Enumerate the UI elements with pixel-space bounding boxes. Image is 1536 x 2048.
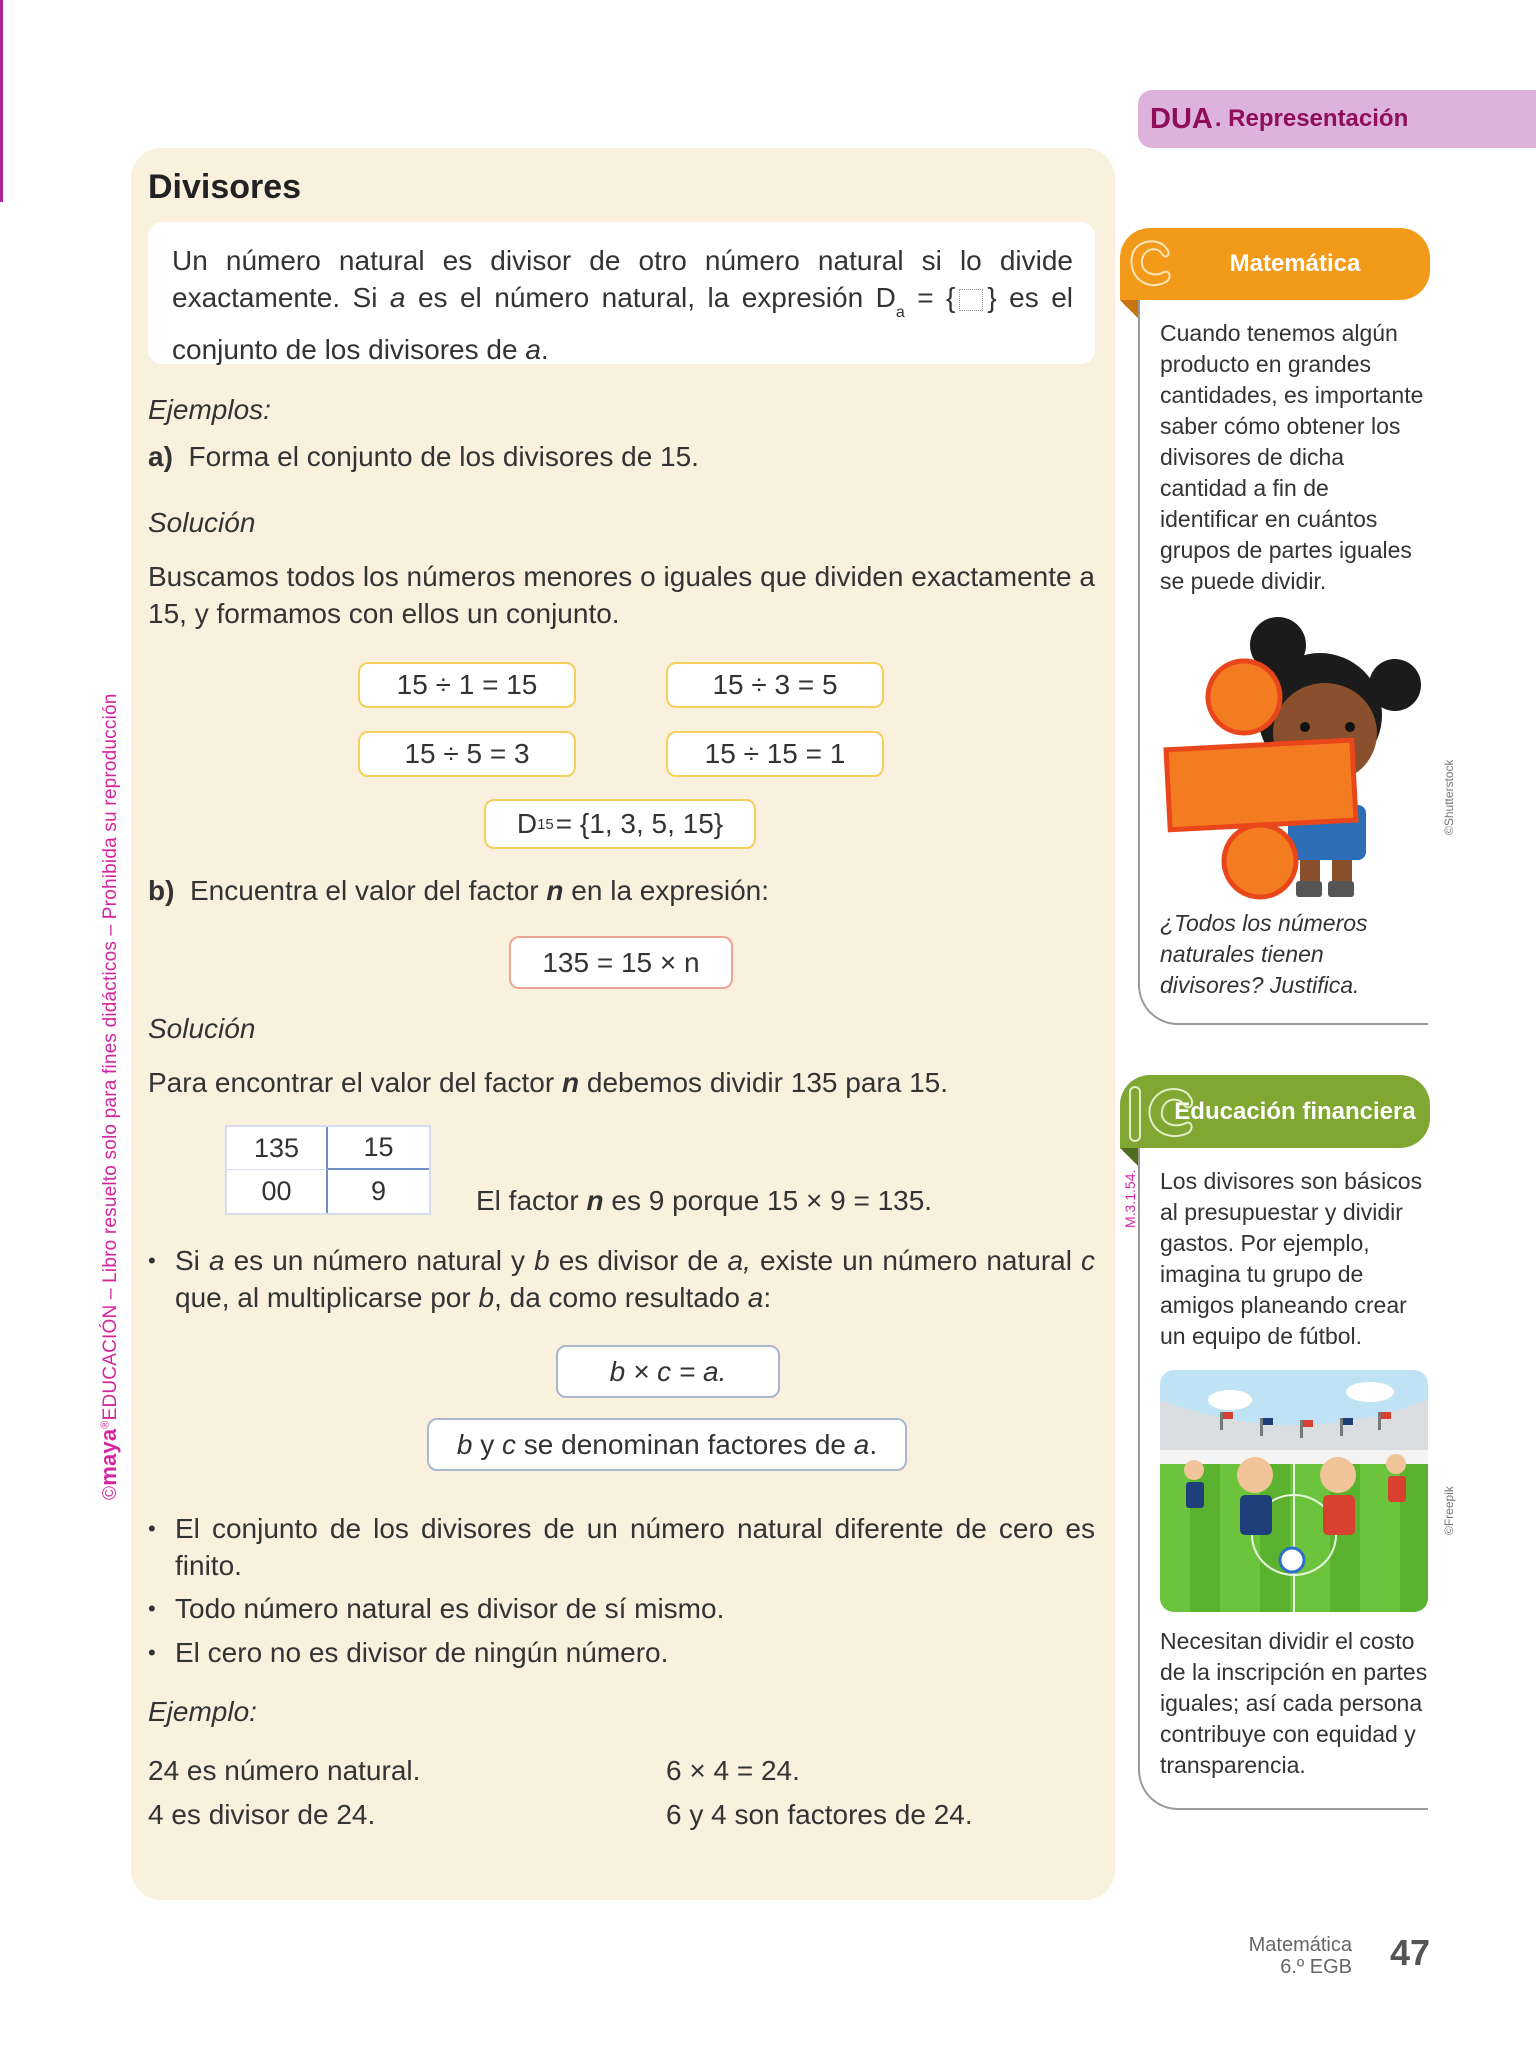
dividend-cell: 135 [227, 1127, 328, 1170]
bullet-text: que, al multiplicarse por [175, 1282, 479, 1313]
quotient-cell: 9 [370, 1176, 387, 1206]
girl-division-sign-illustration [1160, 615, 1430, 900]
finance-card-text: Los divisores son básicos al presupuestar y dividir gastos. Por ejemplo, imagina tu grupo de amigos planeando crear un equipo de fútbol. [1160, 1168, 1423, 1349]
factor-result-text: es 9 porque 15 × 9 = 135. [603, 1185, 933, 1216]
variable-b: b [478, 1282, 495, 1313]
variable-b: b [456, 1428, 473, 1460]
factor-result [476, 1182, 932, 1219]
banner-fold [1120, 1148, 1138, 1166]
bullet-text: es un número natural y [224, 1245, 535, 1276]
example-a [148, 438, 699, 475]
property-item: • El conjunto de los divisores de un número natural diferente de cero es finito. [148, 1510, 1095, 1584]
subscript-a: a [895, 304, 905, 321]
finance-card-text-2: Necesitan dividir el costo de la inscripción en partes iguales; así cada persona contribuye con equidad y transparencia. [1160, 1628, 1428, 1778]
example-row-right: 6 y 4 son factores de 24. [666, 1799, 973, 1830]
factors-text: . [869, 1428, 878, 1460]
example-row-right: 6 × 4 = 24. [666, 1755, 800, 1786]
copyright-notice [96, 693, 122, 1500]
division-box: 15 ÷ 15 = 1 [666, 731, 884, 777]
soccer-kids-illustration [1160, 1370, 1428, 1612]
variable-a: a [853, 1428, 870, 1460]
set-subscript: 15 [537, 815, 554, 833]
divisor-cell: 15 [328, 1127, 429, 1170]
variable-a: a [208, 1245, 225, 1276]
finance-card-banner [1120, 1075, 1430, 1148]
solution-a-text: Buscamos todos los números menores o iguales que dividen exactamente a 15, y formamos con ellos un conjunto. [148, 561, 1095, 629]
definition-text: es el número natural, la expresión D [405, 282, 896, 313]
remainder-cell: 00 [227, 1170, 328, 1213]
variable-n: n [561, 1067, 580, 1098]
example-b-text: Encuentra el valor del factor [190, 875, 547, 906]
solution-heading: Solución [148, 1013, 256, 1044]
copyright-symbol: © [100, 1485, 121, 1500]
bullet-text: es divisor de [549, 1245, 728, 1276]
division-table [225, 1125, 431, 1215]
ic-letters-icon [1126, 1081, 1206, 1145]
examples-heading: Ejemplos: [148, 394, 271, 425]
definition-text: } es el conjunto de los divisores de [172, 282, 1073, 365]
image-credit: ©Shutterstock [1442, 759, 1456, 835]
property-item: • El cero no es divisor de ningún número. [148, 1634, 1095, 1671]
definition-text: Un número natural es divisor de otro número natural si lo divide exactamente. Si [172, 245, 1073, 313]
c-letter-icon [1126, 234, 1176, 294]
example-row-left: 24 es número natural. [148, 1755, 421, 1786]
division-box: 15 ÷ 5 = 3 [358, 731, 576, 777]
variable-c: c [502, 1428, 516, 1460]
math-card-question: ¿Todos los números naturales tienen divisores? Justifica. [1160, 910, 1368, 998]
definition-box [148, 222, 1095, 364]
lesson-panel [131, 148, 1115, 1900]
registered-mark: ® [99, 1420, 112, 1429]
footer-subject-name: Matemática [1248, 1934, 1352, 1956]
example-a-label: a) [148, 441, 173, 472]
example-row-left: 4 es divisor de 24. [148, 1799, 376, 1830]
factor-result-text: El factor [476, 1185, 587, 1216]
page-number: 47 [1390, 1932, 1431, 1973]
dua-header [1138, 90, 1536, 148]
variable-a: a [747, 1282, 764, 1313]
math-card-text: Cuando tenemos algún producto en grandes cantidades, es importante saber cómo obtener los divisores de dicha cantidad a fin de identificar en cuántos grupos de partes iguales se puede dividir. [1160, 320, 1424, 594]
factors-definition-box [427, 1418, 907, 1471]
bullet-text: : [763, 1282, 772, 1313]
factors-text: se denominan factores de [516, 1428, 854, 1460]
example-b-label: b) [148, 875, 175, 906]
bullet-factor-definition [148, 1242, 1095, 1316]
example-b-text: en la expresión: [563, 875, 769, 906]
banner-fold [1120, 300, 1138, 318]
definition-text: . [540, 334, 549, 365]
variable-n: n [546, 875, 564, 906]
solution-b-part: debemos dividir 135 para 15. [579, 1067, 948, 1098]
set-value: = {1, 3, 5, 15} [555, 808, 724, 839]
footer-subject [1249, 1934, 1352, 1978]
division-box: 15 ÷ 1 = 15 [358, 662, 576, 708]
division-box: 15 ÷ 3 = 5 [666, 662, 884, 708]
placeholder-box-icon [959, 289, 983, 311]
copyright-text: EDUCACIÓN – Libro resuelto solo para fines didácticos – Prohibida su reproducción [100, 693, 121, 1421]
variable-a: a [525, 334, 541, 365]
finance-card-title: Educación financiera [1174, 1097, 1416, 1125]
property-item: • Todo número natural es divisor de sí mismo. [148, 1590, 1095, 1627]
brand-logo: maya [96, 1428, 121, 1486]
skill-code: M.3.1.54. [1122, 1169, 1138, 1228]
variable-b: b [534, 1245, 550, 1276]
image-credit: ©Freepik [1442, 1486, 1456, 1535]
example-heading: Ejemplo: [148, 1696, 257, 1727]
factors-text: y [472, 1428, 502, 1460]
footer-grade: 6.º EGB [1280, 1956, 1352, 1978]
page-title: Divisores [148, 168, 302, 206]
math-card-title: Matemática [1229, 250, 1361, 277]
variable-a: a [389, 282, 406, 313]
solution-b-text [148, 1064, 948, 1101]
variable-c: c [1080, 1245, 1095, 1276]
formula-box: b × c = a. [556, 1345, 780, 1398]
page-edge-bar [0, 0, 3, 202]
solution-b-part: Para encontrar el valor del factor [148, 1067, 562, 1098]
variable-a: a, [727, 1245, 751, 1276]
bullet-text: , da como resultado [494, 1282, 748, 1313]
divisor-set-box [484, 799, 756, 849]
dua-label: DUA [1150, 102, 1213, 135]
variable-n: n [586, 1185, 604, 1216]
bullet-text: existe un número natural [750, 1245, 1081, 1276]
dua-category: . Representación [1214, 105, 1409, 132]
set-symbol: D [516, 808, 538, 839]
example-a-text: Forma el conjunto de los divisores de 15. [188, 441, 699, 472]
expression-box: 135 = 15 × n [509, 936, 733, 989]
bullet-text: Si [175, 1245, 209, 1276]
math-card-banner [1120, 228, 1430, 300]
solution-heading: Solución [148, 507, 256, 538]
example-b [148, 872, 769, 909]
definition-text: = { [904, 282, 956, 313]
